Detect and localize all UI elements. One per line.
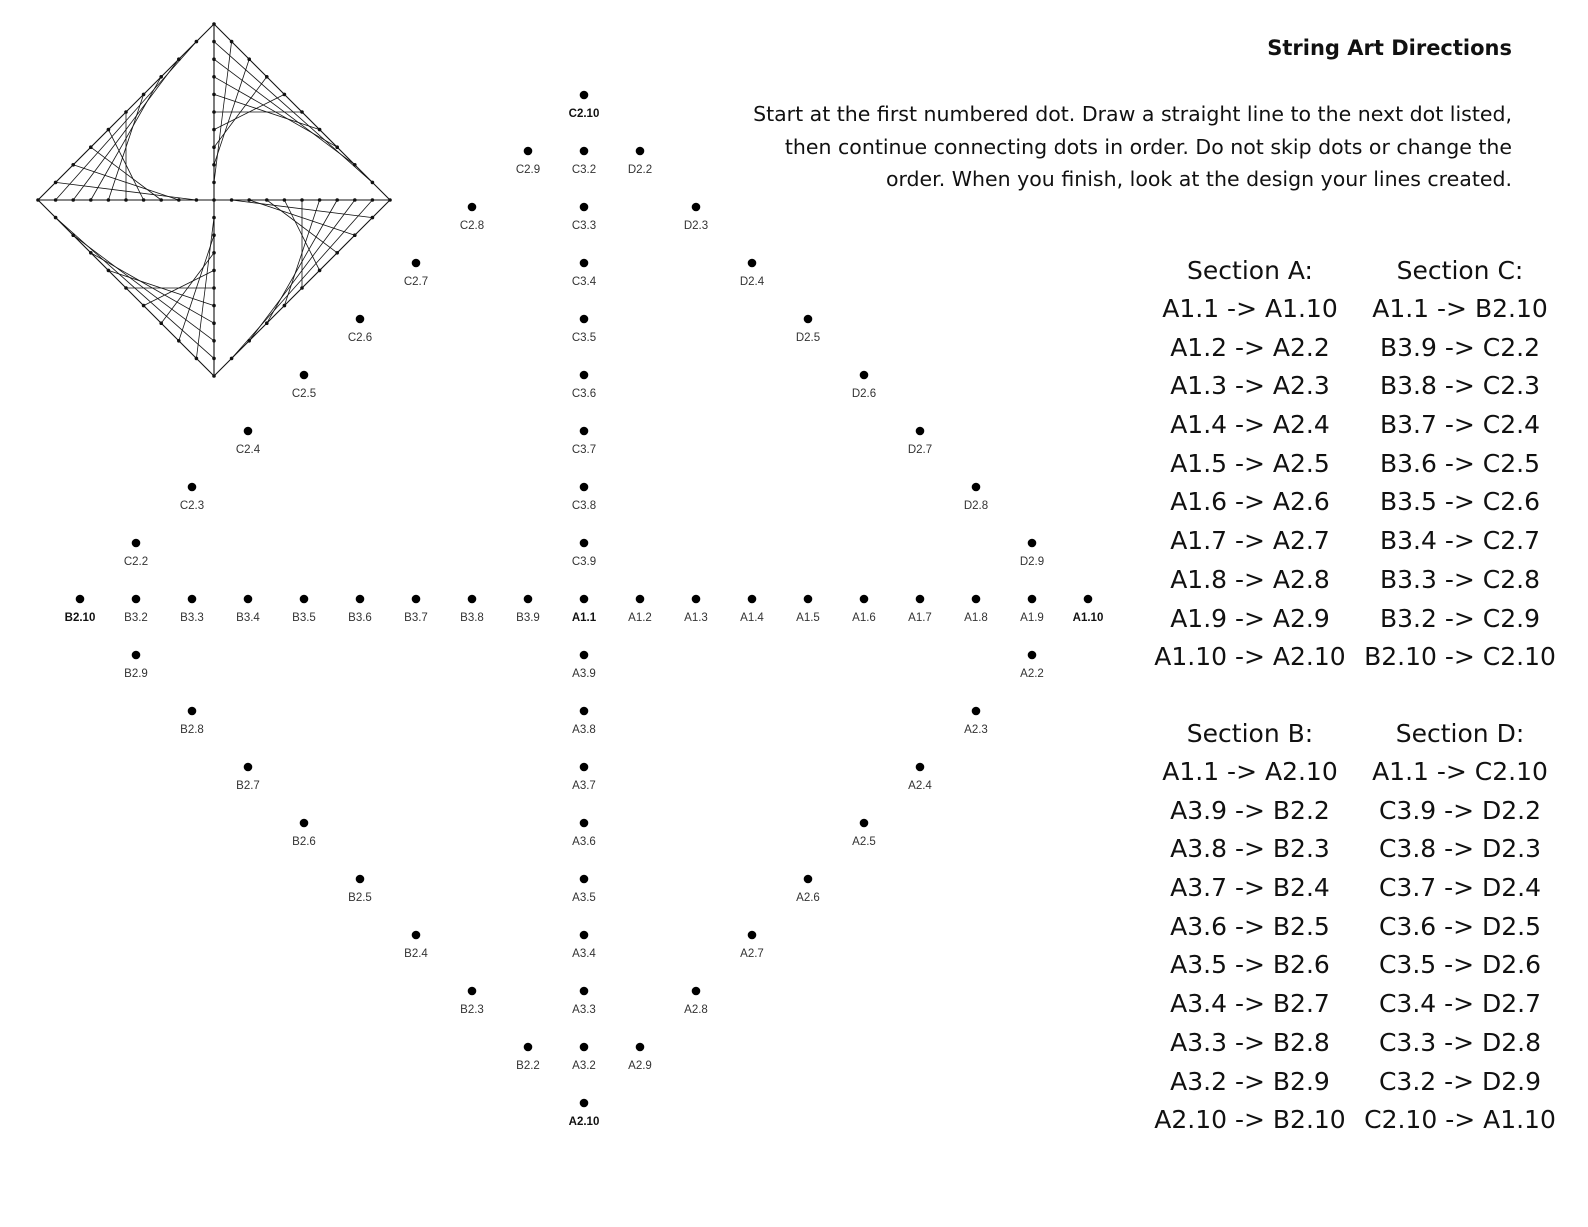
dot-marker bbox=[300, 819, 309, 828]
dot-marker bbox=[580, 1043, 589, 1052]
step-item: A3.4 -> B2.7 bbox=[1170, 989, 1330, 1019]
dot-marker bbox=[972, 707, 981, 716]
dot-label: B3.5 bbox=[292, 612, 316, 624]
dot-label: D2.4 bbox=[739, 276, 765, 288]
step-item: B3.7 -> C2.4 bbox=[1380, 410, 1540, 440]
step-item: C3.5 -> D2.6 bbox=[1378, 950, 1542, 980]
dot-marker bbox=[748, 259, 757, 268]
step-item: A3.3 -> B2.8 bbox=[1170, 1027, 1330, 1057]
dot-marker bbox=[636, 1043, 645, 1052]
dot-label: A2.5 bbox=[852, 836, 876, 848]
dot-marker bbox=[804, 875, 813, 884]
dot-marker bbox=[580, 203, 589, 212]
dot-marker bbox=[580, 147, 589, 156]
dot-label: B3.6 bbox=[348, 612, 372, 624]
dot-marker bbox=[76, 595, 85, 604]
dot-marker bbox=[412, 595, 421, 604]
dot-marker bbox=[524, 147, 533, 156]
step-item: A1.1 -> A2.10 bbox=[1162, 757, 1338, 786]
step-item: A1.1 -> A1.10 bbox=[1162, 294, 1338, 323]
step-item: A3.7 -> B2.4 bbox=[1170, 873, 1330, 903]
dot-marker bbox=[580, 763, 589, 772]
dot-label: B2.2 bbox=[516, 1060, 540, 1072]
dot-label: C2.7 bbox=[403, 276, 429, 288]
dot-marker bbox=[916, 427, 925, 436]
dot-marker bbox=[1028, 539, 1037, 548]
dot-label: A1.1 bbox=[571, 612, 597, 624]
dot-label: B3.9 bbox=[516, 612, 540, 624]
dot-label: A2.3 bbox=[964, 724, 988, 736]
section-d bbox=[1360, 715, 1560, 1140]
dot-marker bbox=[804, 595, 813, 604]
section-b bbox=[1150, 715, 1350, 1140]
dot-marker bbox=[188, 595, 197, 604]
dot-marker bbox=[580, 91, 589, 100]
dot-marker bbox=[580, 707, 589, 716]
section-b-heading: Section B: bbox=[1186, 719, 1314, 748]
dot-marker bbox=[804, 315, 813, 324]
section-c bbox=[1360, 252, 1560, 677]
dot-marker bbox=[692, 203, 701, 212]
dot-marker bbox=[412, 931, 421, 940]
step-item: C3.4 -> D2.7 bbox=[1378, 989, 1542, 1019]
dot-marker bbox=[356, 595, 365, 604]
dot-marker bbox=[692, 595, 701, 604]
dot-label: C2.10 bbox=[568, 108, 600, 120]
dot-label: B2.8 bbox=[180, 724, 204, 736]
dot-label: C3.7 bbox=[571, 444, 597, 456]
dot-marker bbox=[580, 483, 589, 492]
dot-label: A1.7 bbox=[908, 612, 932, 624]
dot-label: A2.10 bbox=[568, 1116, 600, 1128]
dot-marker bbox=[860, 371, 869, 380]
dot-label: A2.4 bbox=[908, 780, 932, 792]
step-item: A3.8 -> B2.3 bbox=[1170, 834, 1330, 864]
dot-marker bbox=[636, 147, 645, 156]
dot-marker bbox=[244, 763, 253, 772]
step-item: A3.9 -> B2.2 bbox=[1170, 795, 1330, 825]
dot-marker bbox=[580, 987, 589, 996]
dot-marker bbox=[132, 651, 141, 660]
dot-marker bbox=[468, 203, 477, 212]
dot-marker bbox=[580, 315, 589, 324]
dot-label: A3.8 bbox=[572, 724, 596, 736]
step-item: B3.6 -> C2.5 bbox=[1380, 448, 1540, 478]
dot-label: D2.5 bbox=[795, 332, 821, 344]
step-item: A3.2 -> B2.9 bbox=[1170, 1066, 1330, 1096]
step-item: B3.5 -> C2.6 bbox=[1380, 487, 1540, 517]
dot-marker bbox=[580, 651, 589, 660]
dot-marker bbox=[356, 315, 365, 324]
dot-marker bbox=[244, 595, 253, 604]
dot-label: A1.5 bbox=[796, 612, 820, 624]
dot-label: D2.3 bbox=[683, 220, 709, 232]
dot-label: A3.5 bbox=[572, 892, 596, 904]
dot-label: C2.8 bbox=[459, 220, 485, 232]
dot-label: C2.9 bbox=[515, 164, 541, 176]
step-item: B3.9 -> C2.2 bbox=[1380, 332, 1540, 362]
step-item: B3.3 -> C2.8 bbox=[1380, 564, 1540, 594]
dot-label: B2.5 bbox=[348, 892, 372, 904]
dot-label: C3.6 bbox=[571, 388, 597, 400]
section-d-steps bbox=[1360, 753, 1560, 1140]
dot-label: B3.8 bbox=[460, 612, 484, 624]
step-item: B3.4 -> C2.7 bbox=[1380, 526, 1540, 556]
dot-marker bbox=[580, 539, 589, 548]
dot-marker bbox=[132, 595, 141, 604]
dot-label: A3.6 bbox=[572, 836, 596, 848]
dot-marker bbox=[692, 987, 701, 996]
dot-label: A1.4 bbox=[740, 612, 764, 624]
dot-label: A3.3 bbox=[572, 1004, 596, 1016]
dot-marker bbox=[300, 595, 309, 604]
dot-marker bbox=[748, 931, 757, 940]
dot-marker bbox=[580, 371, 589, 380]
step-item: A1.1 -> C2.10 bbox=[1372, 757, 1548, 786]
dot-label: A3.4 bbox=[572, 948, 596, 960]
dot-label: B3.4 bbox=[236, 612, 260, 624]
dot-label: A2.9 bbox=[628, 1060, 652, 1072]
dot-marker bbox=[132, 539, 141, 548]
step-item: A1.6 -> A2.6 bbox=[1170, 487, 1330, 517]
dot-label: C2.3 bbox=[179, 500, 205, 512]
dot-marker bbox=[356, 875, 365, 884]
section-a-steps bbox=[1150, 290, 1350, 677]
dot-marker bbox=[748, 595, 757, 604]
dot-marker bbox=[1028, 595, 1037, 604]
step-item: B3.8 -> C2.3 bbox=[1380, 371, 1540, 401]
dot-marker bbox=[188, 707, 197, 716]
step-item: A2.10 -> B2.10 bbox=[1154, 1105, 1346, 1135]
section-d-heading: Section D: bbox=[1395, 719, 1525, 748]
dot-label: C3.4 bbox=[571, 276, 597, 288]
step-item: C2.10 -> A1.10 bbox=[1364, 1105, 1556, 1135]
dot-marker bbox=[468, 595, 477, 604]
dot-marker bbox=[580, 931, 589, 940]
dot-marker bbox=[860, 595, 869, 604]
dot-label: C2.2 bbox=[123, 556, 149, 568]
page-title: String Art Directions bbox=[1267, 36, 1512, 60]
dot-label: C3.3 bbox=[571, 220, 597, 232]
step-item: A1.5 -> A2.5 bbox=[1170, 448, 1330, 478]
dot-label: A1.3 bbox=[684, 612, 708, 624]
dot-marker bbox=[524, 595, 533, 604]
step-item: A3.5 -> B2.6 bbox=[1170, 950, 1330, 980]
dot-marker bbox=[524, 1043, 533, 1052]
step-item: A1.8 -> A2.8 bbox=[1170, 564, 1330, 594]
dot-label: A3.7 bbox=[572, 780, 596, 792]
dot-marker bbox=[580, 875, 589, 884]
step-item: A1.2 -> A2.2 bbox=[1170, 332, 1330, 362]
dot-label: B2.10 bbox=[64, 612, 96, 624]
dot-marker bbox=[1084, 595, 1093, 604]
section-c-steps bbox=[1360, 290, 1560, 677]
dot-marker bbox=[580, 1099, 589, 1108]
dot-label: B2.7 bbox=[236, 780, 260, 792]
section-c-heading: Section C: bbox=[1396, 256, 1524, 285]
dot-label: C3.5 bbox=[571, 332, 597, 344]
dot-marker bbox=[636, 595, 645, 604]
dot-marker bbox=[972, 483, 981, 492]
step-item: A1.9 -> A2.9 bbox=[1170, 603, 1330, 633]
dot-marker bbox=[1028, 651, 1037, 660]
step-item: C3.3 -> D2.8 bbox=[1378, 1027, 1542, 1057]
step-item: A1.1 -> B2.10 bbox=[1372, 294, 1548, 323]
dot-label: A2.6 bbox=[796, 892, 820, 904]
dot-label: B2.9 bbox=[124, 668, 148, 680]
dot-marker bbox=[580, 819, 589, 828]
step-item: A1.7 -> A2.7 bbox=[1170, 526, 1330, 556]
dot-label: A1.9 bbox=[1020, 612, 1044, 624]
dot-marker bbox=[916, 595, 925, 604]
step-item: C3.6 -> D2.5 bbox=[1378, 911, 1542, 941]
dot-marker bbox=[244, 427, 253, 436]
dot-label: B2.6 bbox=[292, 836, 316, 848]
dot-label: A2.8 bbox=[684, 1004, 708, 1016]
dot-label: B2.4 bbox=[404, 948, 428, 960]
dot-label: B3.7 bbox=[404, 612, 428, 624]
section-a-heading: Section A: bbox=[1187, 256, 1313, 285]
dot-label: D2.9 bbox=[1019, 556, 1045, 568]
dot-label: D2.2 bbox=[627, 164, 653, 176]
dot-label: C2.4 bbox=[235, 444, 261, 456]
step-item: C3.9 -> D2.2 bbox=[1378, 795, 1542, 825]
dot-label: A3.9 bbox=[572, 668, 596, 680]
dot-label: D2.8 bbox=[963, 500, 989, 512]
step-item: A3.6 -> B2.5 bbox=[1170, 911, 1330, 941]
dot-label: A3.2 bbox=[572, 1060, 596, 1072]
step-item: B3.2 -> C2.9 bbox=[1380, 603, 1540, 633]
instructions-text: Start at the first numbered dot. Draw a straight line to the next dot listed, then continue connecting dots in order. Do not skip dots or change the order. When you finish, look at the design your lines created. bbox=[753, 102, 1512, 192]
dot-marker bbox=[468, 987, 477, 996]
dot-marker bbox=[860, 819, 869, 828]
section-a bbox=[1150, 252, 1350, 677]
dot-label: C3.9 bbox=[571, 556, 597, 568]
section-b-steps bbox=[1150, 753, 1350, 1140]
dot-label: D2.6 bbox=[851, 388, 877, 400]
dot-marker bbox=[300, 371, 309, 380]
dot-label: C2.6 bbox=[347, 332, 373, 344]
step-item: B2.10 -> C2.10 bbox=[1364, 642, 1556, 672]
dot-marker bbox=[580, 259, 589, 268]
dot-marker bbox=[412, 259, 421, 268]
dot-label: A1.10 bbox=[1072, 612, 1104, 624]
dot-label: B3.2 bbox=[124, 612, 148, 624]
dot-label: B3.3 bbox=[180, 612, 204, 624]
dot-label: A2.2 bbox=[1020, 668, 1044, 680]
dot-label: A1.6 bbox=[852, 612, 876, 624]
dot-label: A2.7 bbox=[740, 948, 764, 960]
dot-label: D2.7 bbox=[907, 444, 933, 456]
dot-label: A1.2 bbox=[628, 612, 652, 624]
dot-marker bbox=[972, 595, 981, 604]
step-item: C3.7 -> D2.4 bbox=[1378, 873, 1542, 903]
step-item: A1.3 -> A2.3 bbox=[1170, 371, 1330, 401]
dot-marker bbox=[188, 483, 197, 492]
dot-label: A1.8 bbox=[964, 612, 988, 624]
step-item: C3.8 -> D2.3 bbox=[1378, 834, 1542, 864]
dot-label: C3.2 bbox=[571, 164, 597, 176]
dot-label: C2.5 bbox=[291, 388, 317, 400]
step-item: A1.4 -> A2.4 bbox=[1170, 410, 1330, 440]
dot-label: B2.3 bbox=[460, 1004, 484, 1016]
dot-marker bbox=[916, 763, 925, 772]
dot-label: C3.8 bbox=[571, 500, 597, 512]
dot-marker bbox=[580, 595, 589, 604]
step-item: A1.10 -> A2.10 bbox=[1154, 642, 1346, 672]
step-item: C3.2 -> D2.9 bbox=[1378, 1066, 1542, 1096]
dot-marker bbox=[580, 427, 589, 436]
